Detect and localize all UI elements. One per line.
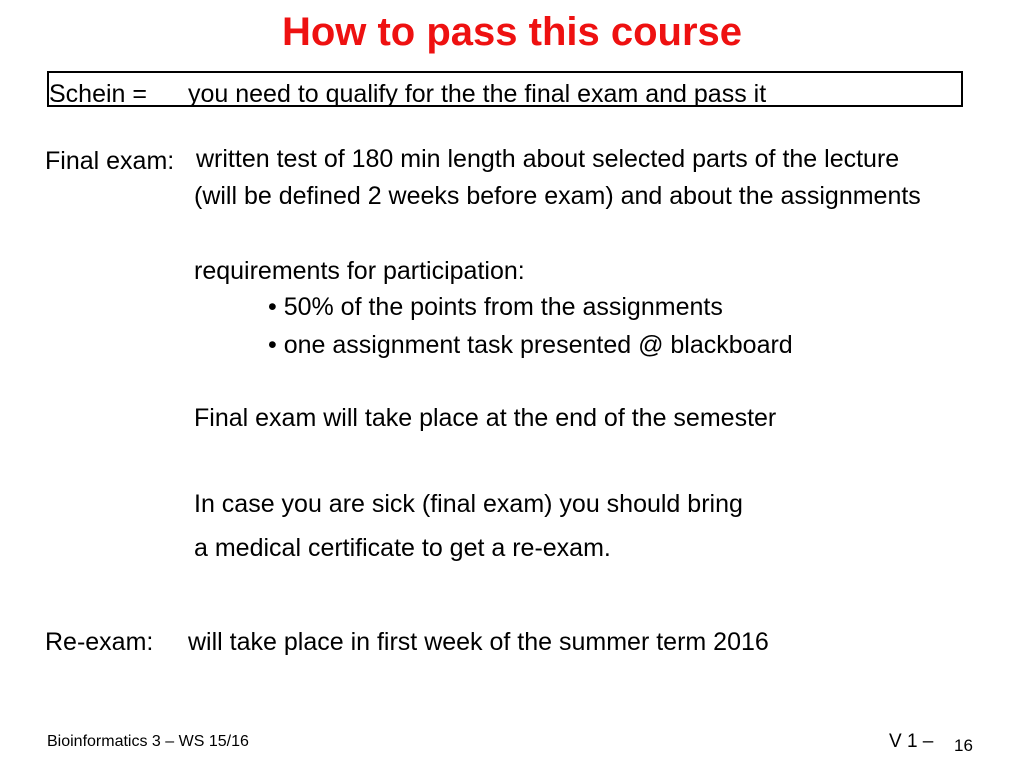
requirement-item: • one assignment task presented @ blackboard: [268, 331, 793, 359]
sick-note-line-2: a medical certificate to get a re-exam.: [194, 534, 611, 562]
requirements-heading: requirements for participation:: [194, 257, 525, 285]
final-exam-line-1: written test of 180 min length about selected parts of the lecture: [196, 145, 900, 173]
final-exam-line-2: (will be defined 2 weeks before exam) and about the assignments: [194, 182, 921, 210]
slide-title: How to pass this course: [281, 10, 743, 54]
footer-lecture: V 1 –: [889, 731, 934, 752]
schein-text: you need to qualify for the the final exam and pass it: [188, 80, 767, 108]
reexam-label: Re-exam:: [45, 628, 154, 656]
final-exam-label: Final exam:: [45, 147, 175, 175]
footer-page-number: 16: [954, 736, 973, 755]
reexam-text: will take place in first week of the summer term 2016: [188, 628, 769, 656]
footer-course: Bioinformatics 3 – WS 15/16: [47, 733, 249, 750]
requirement-item: • 50% of the points from the assignments: [268, 293, 723, 321]
sick-note-line-1: In case you are sick (final exam) you should bring: [194, 490, 743, 518]
final-exam-timing: Final exam will take place at the end of the semester: [194, 404, 777, 432]
schein-label: Schein =: [49, 80, 147, 108]
